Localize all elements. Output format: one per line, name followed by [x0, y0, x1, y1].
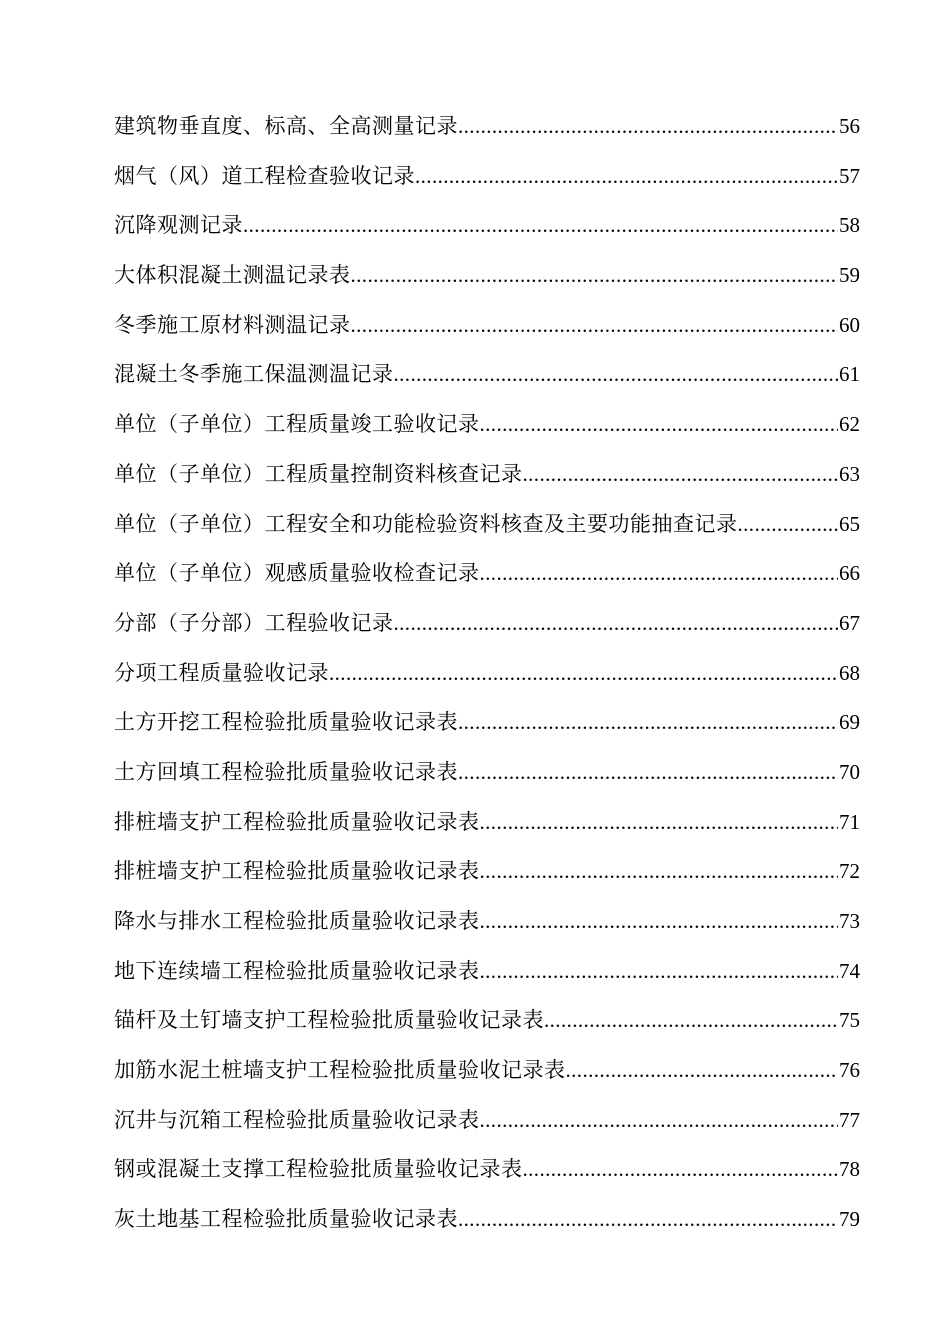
toc-dot-leader	[480, 949, 839, 993]
toc-entry-title: 加筋水泥土桩墙支护工程检验批质量验收记录表	[114, 1058, 566, 1083]
toc-entry[interactable]	[114, 800, 860, 850]
toc-entry-page: 66	[839, 561, 860, 586]
toc-entry[interactable]	[114, 849, 860, 899]
toc-entry-page: 69	[839, 710, 860, 735]
toc-entry-page: 72	[839, 859, 860, 884]
toc-dot-leader	[458, 750, 838, 794]
toc-entry-page: 58	[839, 213, 860, 238]
toc-entry[interactable]	[114, 949, 860, 999]
toc-entry-page: 68	[839, 660, 860, 685]
toc-entry-page: 73	[839, 909, 860, 933]
toc-dot-leader	[351, 303, 839, 347]
toc-dot-leader	[329, 651, 838, 695]
toc-entry-title: 钢或混凝土支撑工程检验批质量验收记录表	[114, 1157, 523, 1182]
toc-entry[interactable]	[114, 1147, 860, 1197]
toc-entry-page: 76	[839, 1058, 860, 1083]
toc-entry-page: 67	[839, 610, 860, 635]
toc-dot-leader	[394, 352, 839, 396]
toc-entry-title: 单位（子单位）观感质量验收检查记录	[114, 561, 480, 586]
toc-entry-title: 分项工程质量验收记录	[114, 660, 329, 685]
toc-entry[interactable]	[114, 203, 860, 253]
toc-entry-title: 单位（子单位）工程安全和功能检验资料核查及主要功能抽查记录	[114, 511, 738, 536]
toc-entry[interactable]	[114, 551, 860, 601]
toc-entry[interactable]	[114, 452, 860, 502]
toc-entry-page: 59	[839, 263, 860, 288]
toc-entry[interactable]	[114, 154, 860, 204]
toc-entry-title: 冬季施工原材料测温记录	[114, 312, 351, 337]
toc-entry-title: 大体积混凝土测温记录表	[114, 263, 351, 288]
toc-dot-leader	[458, 1197, 838, 1241]
toc-entry-title: 烟气（风）道工程检查验收记录	[114, 163, 415, 188]
toc-entry-page: 71	[839, 809, 860, 834]
toc-entry-page: 74	[839, 958, 860, 983]
toc-dot-leader	[523, 452, 839, 496]
toc-entry[interactable]	[114, 651, 860, 701]
toc-entry-page: 60	[839, 312, 860, 337]
toc-dot-leader	[480, 899, 839, 943]
toc-entry[interactable]	[114, 1197, 860, 1247]
toc-entry-page: 78	[839, 1157, 860, 1182]
toc-entry[interactable]	[114, 402, 860, 452]
toc-entry-title: 单位（子单位）工程质量竣工验收记录	[114, 412, 480, 437]
toc-dot-leader	[566, 1048, 839, 1092]
toc-entry[interactable]	[114, 750, 860, 800]
toc-dot-leader	[480, 800, 839, 844]
toc-entry-page: 61	[839, 362, 860, 387]
toc-entry-page: 63	[839, 461, 860, 486]
toc-entry[interactable]	[114, 1048, 860, 1098]
toc-dot-leader	[523, 1147, 839, 1191]
toc-entry-page: 77	[839, 1107, 860, 1132]
toc-entry-page: 56	[839, 114, 860, 138]
toc-dot-leader	[394, 601, 839, 645]
toc-entry[interactable]	[114, 998, 860, 1048]
toc-entry-title: 建筑物垂直度、标高、全高测量记录	[114, 114, 458, 138]
toc-dot-leader	[415, 154, 838, 198]
toc-entry-page: 79	[839, 1207, 860, 1232]
toc-entry[interactable]	[114, 104, 860, 154]
toc-entry-title: 沉井与沉箱工程检验批质量验收记录表	[114, 1107, 480, 1132]
table-of-contents	[114, 104, 860, 1247]
toc-entry-page: 57	[839, 163, 860, 188]
toc-entry-title: 单位（子单位）工程质量控制资料核查记录	[114, 461, 523, 486]
toc-entry-title: 地下连续墙工程检验批质量验收记录表	[114, 958, 480, 983]
toc-entry[interactable]	[114, 303, 860, 353]
toc-entry-title: 排桩墙支护工程检验批质量验收记录表	[114, 809, 480, 834]
toc-entry[interactable]	[114, 253, 860, 303]
toc-entry[interactable]	[114, 700, 860, 750]
toc-dot-leader	[480, 551, 839, 595]
toc-entry[interactable]	[114, 352, 860, 402]
toc-entry-title: 降水与排水工程检验批质量验收记录表	[114, 909, 480, 933]
toc-entry-title: 排桩墙支护工程检验批质量验收记录表	[114, 859, 480, 884]
toc-entry-title: 灰土地基工程检验批质量验收记录表	[114, 1207, 458, 1232]
toc-dot-leader	[458, 700, 838, 744]
toc-dot-leader	[351, 253, 839, 297]
toc-entry-title: 锚杆及土钉墙支护工程检验批质量验收记录表	[114, 1008, 544, 1033]
toc-entry-title: 土方开挖工程检验批质量验收记录表	[114, 710, 458, 735]
toc-dot-leader	[480, 402, 839, 446]
toc-dot-leader	[480, 1098, 839, 1142]
toc-entry-title: 分部（子分部）工程验收记录	[114, 610, 394, 635]
toc-dot-leader	[458, 104, 838, 148]
toc-entry[interactable]	[114, 502, 860, 552]
toc-entry[interactable]	[114, 601, 860, 651]
toc-dot-leader	[480, 849, 839, 893]
toc-entry-title: 混凝土冬季施工保温测温记录	[114, 362, 394, 387]
toc-entry-title: 土方回填工程检验批质量验收记录表	[114, 759, 458, 784]
toc-entry[interactable]	[114, 1098, 860, 1148]
toc-entry-page: 70	[839, 759, 860, 784]
toc-dot-leader	[544, 998, 838, 1042]
toc-entry-page: 62	[839, 412, 860, 437]
toc-entry-page: 65	[839, 511, 860, 536]
toc-dot-leader	[738, 502, 839, 546]
toc-entry-title: 沉降观测记录	[114, 213, 243, 238]
toc-entry-page: 75	[839, 1008, 860, 1033]
toc-entry[interactable]	[114, 899, 860, 949]
toc-dot-leader	[243, 203, 838, 247]
